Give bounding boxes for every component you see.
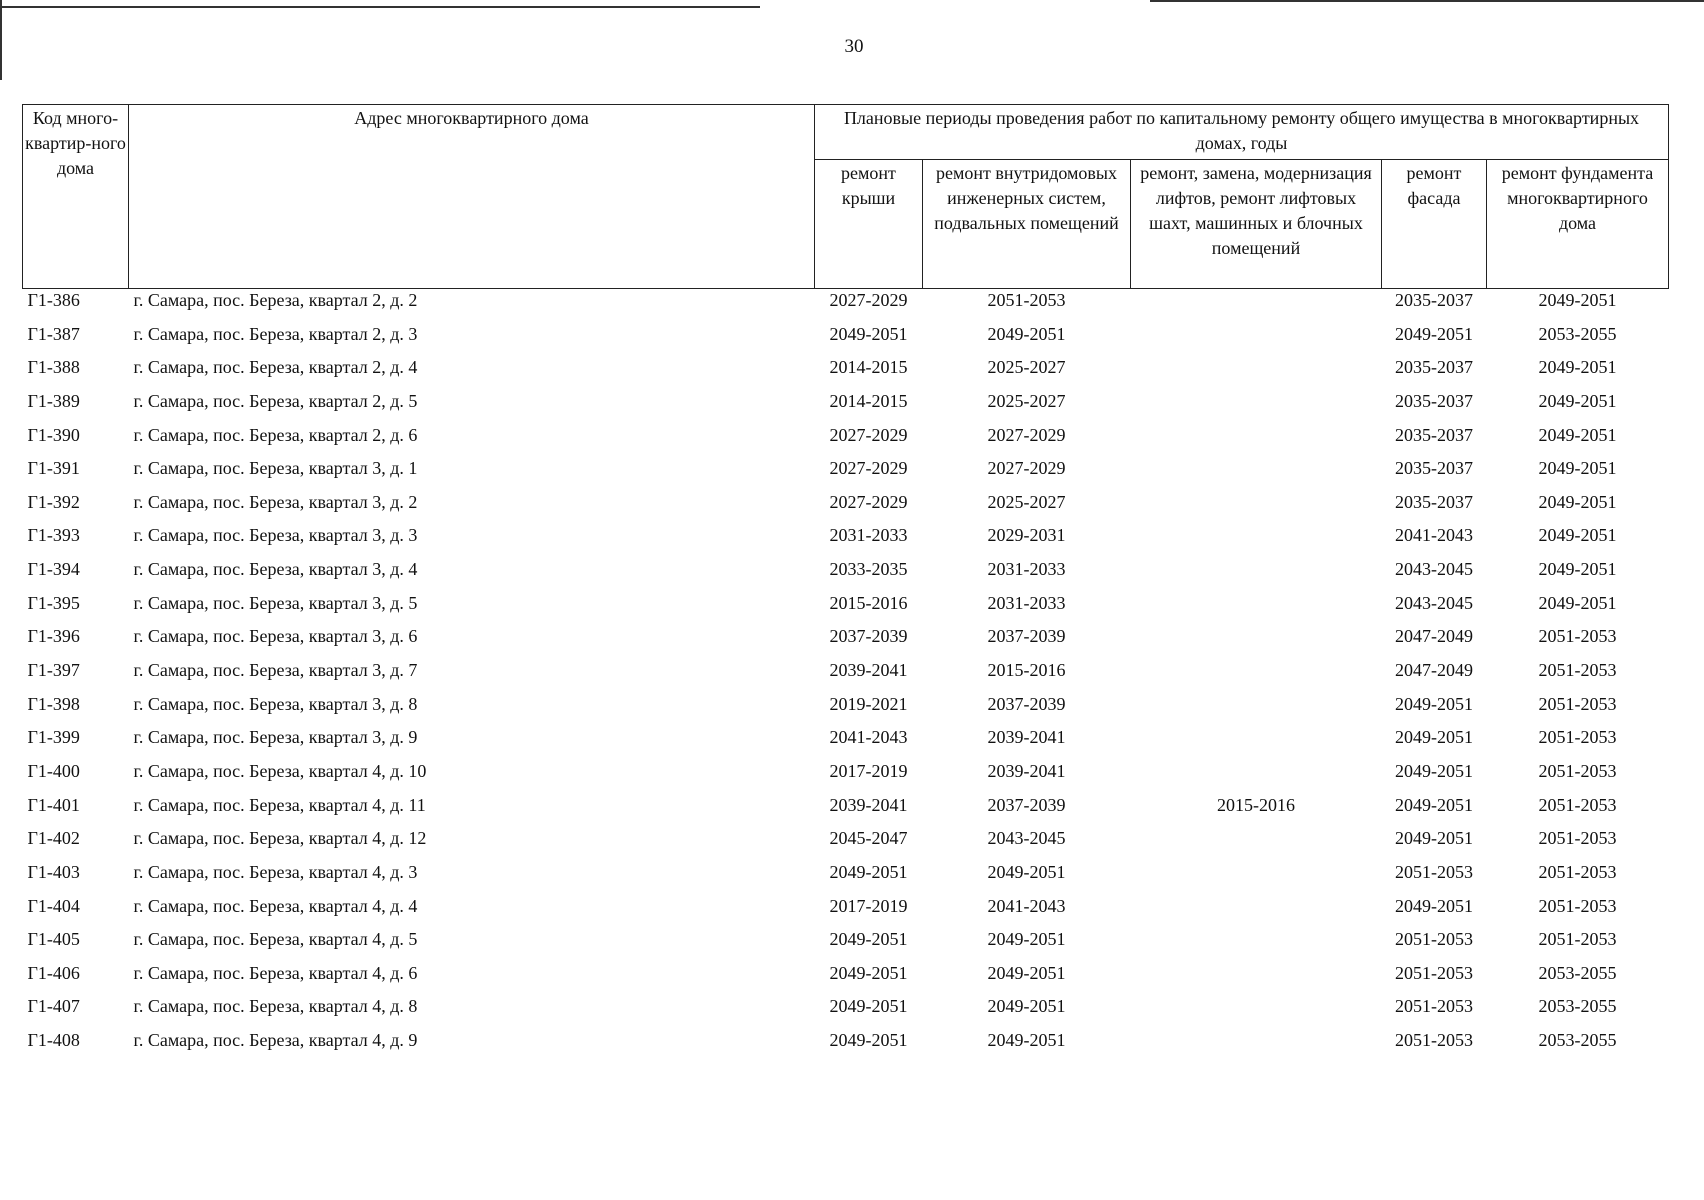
foundation-period: 2051-2053 — [1538, 794, 1617, 815]
engineering-period: 2049-2051 — [987, 1030, 1066, 1051]
roof-period: 2049-2051 — [829, 861, 908, 882]
house-code: Г1-387 — [27, 323, 80, 344]
engineering-period: 2043-2045 — [987, 828, 1066, 849]
foundation-period: 2049-2051 — [1538, 290, 1617, 310]
foundation-period: 2053-2055 — [1538, 323, 1617, 344]
house-address: г. Самара, пос. Береза, квартал 4, д. 11 — [133, 794, 426, 815]
roof-period: 2015-2016 — [829, 592, 908, 613]
table-row — [23, 289, 1669, 323]
roof-period: 2017-2019 — [829, 760, 908, 781]
facade-period: 2035-2037 — [1395, 390, 1473, 411]
foundation-period: 2051-2053 — [1538, 727, 1617, 748]
lifts-period — [1131, 760, 1382, 794]
lifts-period — [1131, 827, 1382, 861]
roof-period: 2027-2029 — [829, 290, 908, 310]
engineering-period: 2031-2033 — [987, 592, 1066, 613]
foundation-period: 2051-2053 — [1538, 828, 1617, 849]
facade-period: 2035-2037 — [1395, 357, 1473, 378]
table-row — [23, 524, 1669, 558]
foundation-period: 2049-2051 — [1538, 525, 1617, 546]
foundation-period: 2049-2051 — [1538, 357, 1617, 378]
engineering-period: 2039-2041 — [987, 760, 1066, 781]
facade-period: 2051-2053 — [1395, 1030, 1473, 1051]
lifts-period — [1131, 861, 1382, 895]
foundation-period: 2049-2051 — [1538, 458, 1617, 479]
lifts-period — [1131, 323, 1382, 357]
header-address: Адрес многоквартирного дома — [129, 105, 815, 289]
facade-period: 2043-2045 — [1395, 592, 1473, 613]
house-code: Г1-405 — [27, 929, 80, 950]
facade-period: 2049-2051 — [1395, 323, 1473, 344]
header-foundation: ремонт фундамента многоквартирного дома — [1487, 160, 1669, 289]
lifts-period — [1131, 726, 1382, 760]
lifts-period — [1131, 457, 1382, 491]
facade-period: 2035-2037 — [1395, 290, 1473, 310]
table-row — [23, 424, 1669, 458]
table-row — [23, 726, 1669, 760]
house-code: Г1-399 — [27, 727, 80, 748]
foundation-period: 2051-2053 — [1538, 861, 1617, 882]
lifts-period — [1131, 625, 1382, 659]
house-code: Г1-400 — [27, 760, 80, 781]
roof-period: 2017-2019 — [829, 895, 908, 916]
engineering-period: 2049-2051 — [987, 861, 1066, 882]
header-periods: Плановые периоды проведения работ по капитальному ремонту общего имущества в многоквартирных домах, годы — [815, 105, 1669, 160]
house-code: Г1-393 — [27, 525, 80, 546]
house-code: Г1-394 — [27, 559, 80, 580]
roof-period: 2049-2051 — [829, 962, 908, 983]
engineering-period: 2049-2051 — [987, 929, 1066, 950]
facade-period: 2035-2037 — [1395, 491, 1473, 512]
foundation-period: 2053-2055 — [1538, 1030, 1617, 1051]
facade-period: 2051-2053 — [1395, 962, 1473, 983]
facade-period: 2051-2053 — [1395, 861, 1473, 882]
engineering-period: 2049-2051 — [987, 996, 1066, 1017]
engineering-period: 2037-2039 — [987, 693, 1066, 714]
house-code: Г1-386 — [27, 290, 80, 310]
facade-period: 2035-2037 — [1395, 458, 1473, 479]
header-facade: ремонт фасада — [1382, 160, 1487, 289]
lifts-period — [1131, 995, 1382, 1029]
lifts-period — [1131, 558, 1382, 592]
table-row — [23, 895, 1669, 929]
engineering-period: 2027-2029 — [987, 458, 1066, 479]
facade-period: 2047-2049 — [1395, 626, 1473, 647]
foundation-period: 2051-2053 — [1538, 626, 1617, 647]
scan-border-top — [0, 6, 760, 8]
house-code: Г1-404 — [27, 895, 80, 916]
foundation-period: 2049-2051 — [1538, 491, 1617, 512]
facade-period: 2035-2037 — [1395, 424, 1473, 445]
roof-period: 2041-2043 — [829, 727, 908, 748]
facade-period: 2049-2051 — [1395, 895, 1473, 916]
roof-period: 2037-2039 — [829, 626, 908, 647]
table-row — [23, 861, 1669, 895]
roof-period: 2019-2021 — [829, 693, 908, 714]
roof-period: 2049-2051 — [829, 1030, 908, 1051]
house-address: г. Самара, пос. Береза, квартал 4, д. 3 — [133, 861, 418, 882]
facade-period: 2049-2051 — [1395, 693, 1473, 714]
engineering-period: 2015-2016 — [987, 660, 1066, 681]
facade-period: 2049-2051 — [1395, 794, 1473, 815]
house-code: Г1-401 — [27, 794, 80, 815]
scan-border-left — [0, 0, 2, 80]
engineering-period: 2025-2027 — [987, 491, 1066, 512]
foundation-period: 2049-2051 — [1538, 559, 1617, 580]
lifts-period — [1131, 424, 1382, 458]
table-row — [23, 693, 1669, 727]
page-number: 30 — [844, 36, 864, 57]
foundation-period: 2049-2051 — [1538, 424, 1617, 445]
house-address: г. Самара, пос. Береза, квартал 3, д. 6 — [133, 626, 418, 647]
engineering-period: 2037-2039 — [987, 794, 1066, 815]
roof-period: 2049-2051 — [829, 996, 908, 1017]
engineering-period: 2049-2051 — [987, 962, 1066, 983]
house-code: Г1-391 — [27, 458, 80, 479]
lifts-period — [1131, 659, 1382, 693]
house-address: г. Самара, пос. Береза, квартал 2, д. 4 — [133, 357, 418, 378]
house-code: Г1-397 — [27, 660, 80, 681]
house-code: Г1-392 — [27, 491, 80, 512]
table-row — [23, 356, 1669, 390]
house-code: Г1-406 — [27, 962, 80, 983]
house-address: г. Самара, пос. Береза, квартал 3, д. 5 — [133, 592, 418, 613]
house-address: г. Самара, пос. Береза, квартал 3, д. 7 — [133, 660, 418, 681]
house-code: Г1-403 — [27, 861, 80, 882]
foundation-period: 2049-2051 — [1538, 592, 1617, 613]
foundation-period: 2053-2055 — [1538, 962, 1617, 983]
house-address: г. Самара, пос. Береза, квартал 4, д. 10 — [133, 760, 427, 781]
roof-period: 2014-2015 — [829, 390, 908, 411]
foundation-period: 2051-2053 — [1538, 660, 1617, 681]
table-row — [23, 625, 1669, 659]
header-lifts: ремонт, замена, модернизация лифтов, ремонт лифтовых шахт, машинных и блочных помещений — [1131, 160, 1382, 289]
house-code: Г1-402 — [27, 828, 80, 849]
table-row — [23, 558, 1669, 592]
table-row — [23, 962, 1669, 996]
table-body — [23, 289, 1669, 1063]
facade-period: 2051-2053 — [1395, 996, 1473, 1017]
house-address: г. Самара, пос. Береза, квартал 3, д. 2 — [133, 491, 418, 512]
facade-period: 2051-2053 — [1395, 929, 1473, 950]
house-address: г. Самара, пос. Береза, квартал 3, д. 8 — [133, 693, 418, 714]
roof-period: 2031-2033 — [829, 525, 908, 546]
roof-period: 2033-2035 — [829, 559, 908, 580]
house-code: Г1-389 — [27, 390, 80, 411]
facade-period: 2049-2051 — [1395, 760, 1473, 781]
foundation-period: 2051-2053 — [1538, 760, 1617, 781]
house-address: г. Самара, пос. Береза, квартал 2, д. 2 — [133, 290, 418, 310]
house-address: г. Самара, пос. Береза, квартал 2, д. 5 — [133, 390, 418, 411]
house-code: Г1-396 — [27, 626, 80, 647]
table-row — [23, 323, 1669, 357]
engineering-period: 2039-2041 — [987, 727, 1066, 748]
house-code: Г1-388 — [27, 357, 80, 378]
roof-period: 2039-2041 — [829, 660, 908, 681]
house-address: г. Самара, пос. Береза, квартал 4, д. 9 — [133, 1030, 418, 1051]
house-address: г. Самара, пос. Береза, квартал 4, д. 4 — [133, 895, 418, 916]
engineering-period: 2037-2039 — [987, 626, 1066, 647]
header-roof: ремонт крыши — [815, 160, 923, 289]
facade-period: 2041-2043 — [1395, 525, 1473, 546]
table-row — [23, 659, 1669, 693]
house-address: г. Самара, пос. Береза, квартал 4, д. 6 — [133, 962, 418, 983]
table-row — [23, 592, 1669, 626]
roof-period: 2045-2047 — [829, 828, 908, 849]
house-address: г. Самара, пос. Береза, квартал 2, д. 6 — [133, 424, 418, 445]
house-address: г. Самара, пос. Береза, квартал 2, д. 3 — [133, 323, 418, 344]
roof-period: 2039-2041 — [829, 794, 908, 815]
facade-period: 2049-2051 — [1395, 727, 1473, 748]
engineering-period: 2027-2029 — [987, 424, 1066, 445]
house-address: г. Самара, пос. Береза, квартал 3, д. 4 — [133, 559, 418, 580]
roof-period: 2014-2015 — [829, 357, 908, 378]
table-row — [23, 390, 1669, 424]
foundation-period: 2051-2053 — [1538, 895, 1617, 916]
lifts-period — [1131, 693, 1382, 727]
house-code: Г1-398 — [27, 693, 80, 714]
header-code: Код много-квартир-ного дома — [23, 105, 129, 289]
house-address: г. Самара, пос. Береза, квартал 3, д. 3 — [133, 525, 418, 546]
foundation-period: 2051-2053 — [1538, 693, 1617, 714]
roof-period: 2049-2051 — [829, 929, 908, 950]
lifts-period: 2015-2016 — [1217, 794, 1295, 815]
lifts-period — [1131, 390, 1382, 424]
facade-period: 2043-2045 — [1395, 559, 1473, 580]
lifts-period — [1131, 1029, 1382, 1063]
roof-period: 2027-2029 — [829, 491, 908, 512]
engineering-period: 2051-2053 — [987, 290, 1066, 310]
foundation-period: 2049-2051 — [1538, 390, 1617, 411]
house-address: г. Самара, пос. Береза, квартал 4, д. 5 — [133, 929, 418, 950]
table-row — [23, 928, 1669, 962]
facade-period: 2049-2051 — [1395, 828, 1473, 849]
lifts-period — [1131, 928, 1382, 962]
house-code: Г1-390 — [27, 424, 80, 445]
table-row — [23, 1029, 1669, 1063]
table-row — [23, 794, 1669, 828]
house-code: Г1-407 — [27, 996, 80, 1017]
engineering-period: 2025-2027 — [987, 357, 1066, 378]
lifts-period — [1131, 289, 1382, 323]
scan-border-top-right — [1150, 0, 1704, 2]
roof-period: 2027-2029 — [829, 458, 908, 479]
foundation-period: 2051-2053 — [1538, 929, 1617, 950]
engineering-period: 2025-2027 — [987, 390, 1066, 411]
engineering-period: 2031-2033 — [987, 559, 1066, 580]
header-engineering: ремонт внутридомовых инженерных систем, подвальных помещений — [923, 160, 1131, 289]
lifts-period — [1131, 524, 1382, 558]
engineering-period: 2049-2051 — [987, 323, 1066, 344]
house-address: г. Самара, пос. Береза, квартал 4, д. 8 — [133, 996, 418, 1017]
lifts-period — [1131, 491, 1382, 525]
lifts-period — [1131, 356, 1382, 390]
roof-period: 2027-2029 — [829, 424, 908, 445]
house-code: Г1-395 — [27, 592, 80, 613]
capital-repair-table — [22, 104, 1669, 1063]
facade-period: 2047-2049 — [1395, 660, 1473, 681]
roof-period: 2049-2051 — [829, 323, 908, 344]
table-row — [23, 491, 1669, 525]
foundation-period: 2053-2055 — [1538, 996, 1617, 1017]
lifts-period — [1131, 895, 1382, 929]
engineering-period: 2041-2043 — [987, 895, 1066, 916]
engineering-period: 2029-2031 — [987, 525, 1066, 546]
table-row — [23, 760, 1669, 794]
table-row — [23, 827, 1669, 861]
table-row — [23, 457, 1669, 491]
house-code: Г1-408 — [27, 1030, 80, 1051]
house-address: г. Самара, пос. Береза, квартал 3, д. 1 — [133, 458, 418, 479]
house-address: г. Самара, пос. Береза, квартал 3, д. 9 — [133, 727, 418, 748]
house-address: г. Самара, пос. Береза, квартал 4, д. 12 — [133, 828, 427, 849]
lifts-period — [1131, 592, 1382, 626]
lifts-period — [1131, 962, 1382, 996]
table-row — [23, 995, 1669, 1029]
